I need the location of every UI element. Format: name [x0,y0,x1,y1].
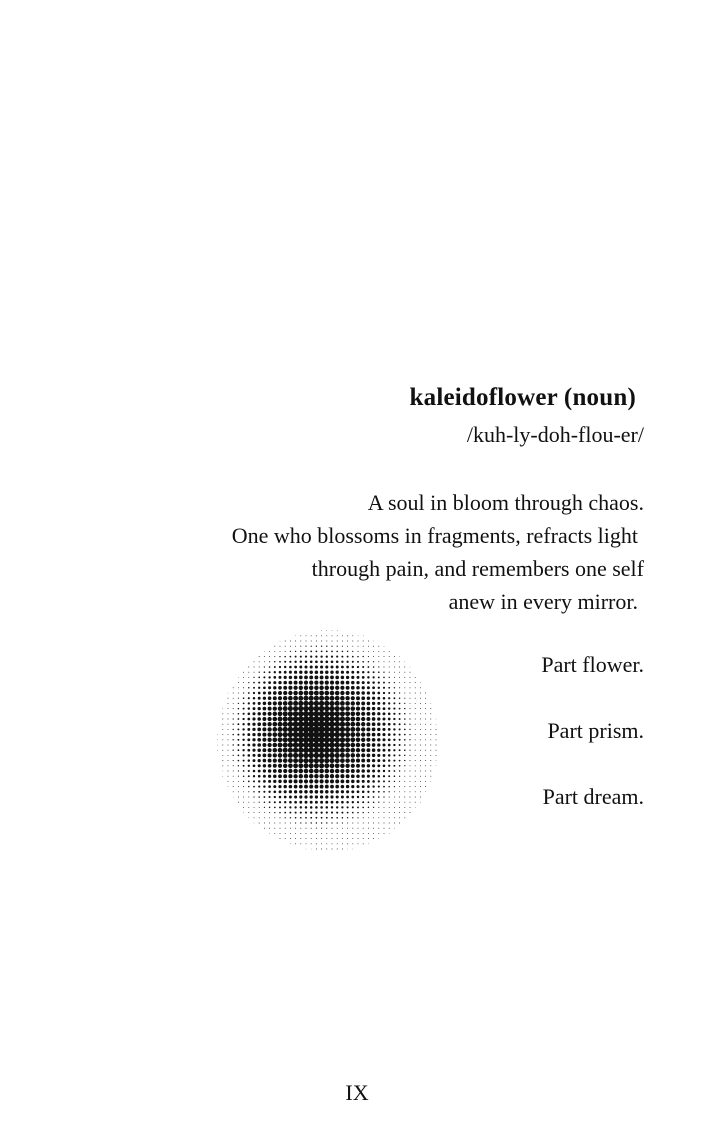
definition-line: One who blossoms in fragments, refracts light [231,523,638,548]
page-number: IX [345,1080,369,1105]
part-prism: Part prism. [547,718,644,743]
dictionary-entry [84,378,644,618]
headword: kaleidoflower (noun) [409,384,636,411]
parts-list [541,648,644,846]
definition [84,486,644,618]
part-dream: Part dream. [542,784,644,809]
part-flower: Part flower. [541,652,644,677]
definition-line: A soul in bloom through chaos. [367,490,644,515]
halftone-circle-graphic [215,628,441,854]
definition-line: through pain, and remembers one self [311,556,644,581]
pronunciation: /kuh-ly-doh-flou-er/ [466,422,644,447]
definition-line: anew in every mirror. [448,589,638,614]
